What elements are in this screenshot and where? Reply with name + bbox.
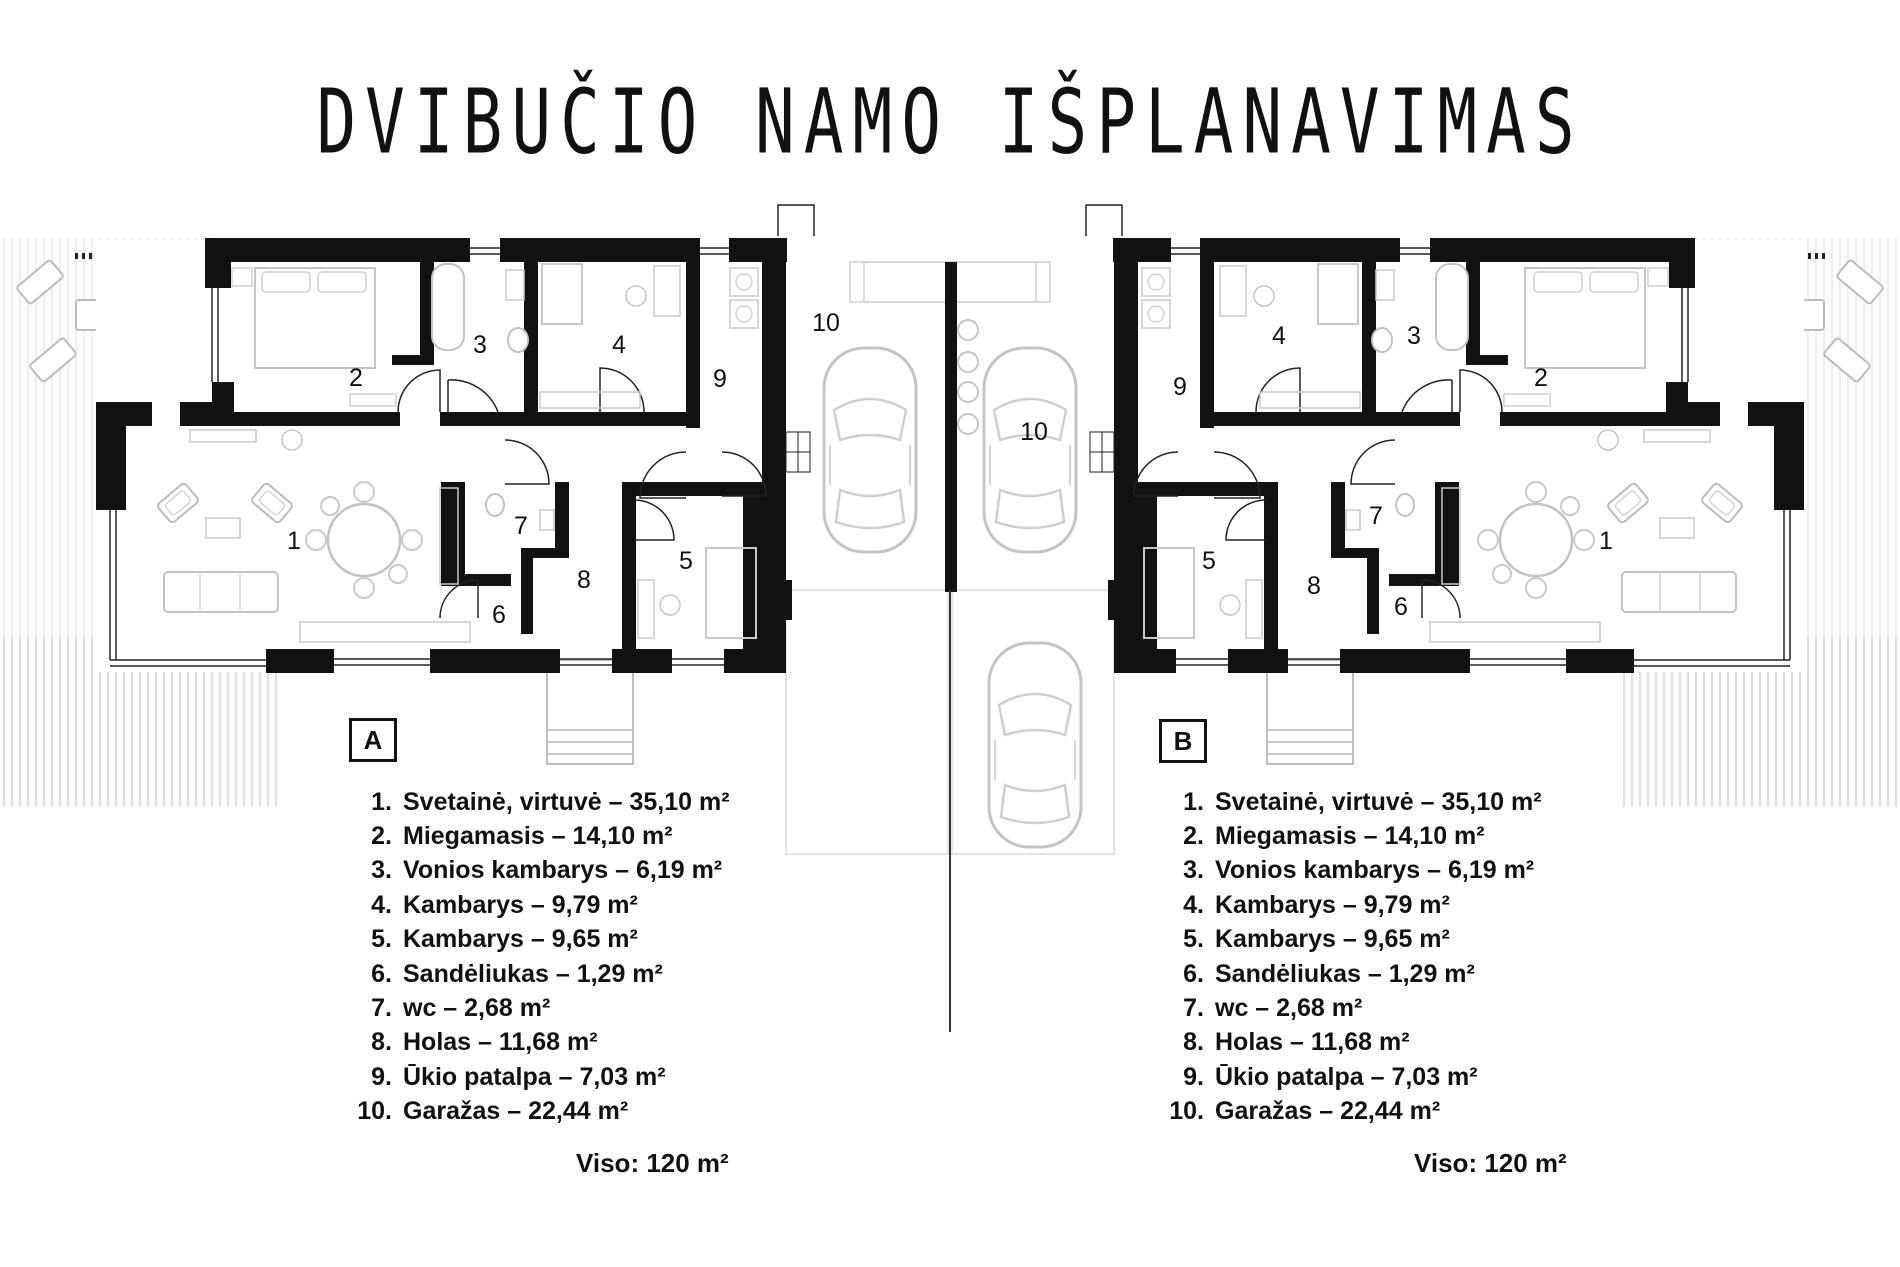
bicycle-icon [958, 320, 978, 434]
list-item [344, 923, 730, 957]
list-item-number: 1. [1183, 787, 1204, 816]
room-label-b-3: 3 [1407, 322, 1421, 350]
list-item [344, 1026, 730, 1060]
list-item [344, 1095, 730, 1129]
list-item [1156, 819, 1542, 853]
list-item-label: Svetainė, virtuvė – 35,10 m² [403, 787, 730, 816]
list-item-label: Garažas – 22,44 m² [403, 1097, 629, 1126]
room-label-b-6: 6 [1394, 593, 1408, 621]
list-item [1156, 923, 1542, 957]
room-label-a-2: 2 [349, 364, 363, 392]
room-label-a-7: 7 [514, 512, 528, 540]
room-label-a-3: 3 [473, 331, 487, 359]
unit-b-total: Viso: 120 m² [1414, 1148, 1567, 1178]
list-item [344, 1060, 730, 1094]
room-label-a-9: 9 [713, 365, 727, 393]
room-label-b-2: 2 [1534, 364, 1548, 392]
list-item-number: 4. [371, 890, 392, 919]
list-item-number: 8. [1183, 1028, 1204, 1057]
list-item-number: 1. [371, 787, 392, 816]
list-item-label: Garažas – 22,44 m² [1215, 1097, 1441, 1126]
list-item [1156, 957, 1542, 991]
list-item-label: Kambarys – 9,65 m² [403, 925, 638, 954]
list-item [344, 957, 730, 991]
list-item-number: 10. [357, 1097, 392, 1126]
list-item [1156, 785, 1542, 819]
room-label-a-5: 5 [679, 547, 693, 575]
list-item [344, 819, 730, 853]
list-item [1156, 991, 1542, 1025]
list-item-number: 8. [371, 1028, 392, 1057]
unit-b-badge: B [1159, 719, 1207, 763]
list-item-label: wc – 2,68 m² [403, 994, 551, 1023]
unit-b-room-list [1156, 785, 1542, 1129]
list-item [1156, 888, 1542, 922]
list-item [344, 854, 730, 888]
list-item-number: 3. [1183, 856, 1204, 885]
list-item-label: Kambarys – 9,79 m² [403, 890, 638, 919]
list-item [1156, 1060, 1542, 1094]
room-label-b-7: 7 [1369, 502, 1383, 530]
list-item [1156, 1026, 1542, 1060]
list-item-label: Vonios kambarys – 6,19 m² [403, 856, 723, 885]
list-item-label: Sandėliukas – 1,29 m² [1215, 959, 1475, 988]
list-item-label: Vonios kambarys – 6,19 m² [1215, 856, 1535, 885]
list-item-label: Sandėliukas – 1,29 m² [403, 959, 663, 988]
list-item-label: Miegamasis – 14,10 m² [1215, 822, 1485, 851]
room-label-a-1: 1 [287, 527, 301, 555]
room-label-b-9: 9 [1173, 373, 1187, 401]
plan-title: DVIBUČIO NAMO IŠPLANAVIMAS [316, 70, 1584, 174]
list-item-number: 10. [1169, 1097, 1204, 1126]
room-label-b-1: 1 [1599, 527, 1613, 555]
list-item-number: 3. [371, 856, 392, 885]
list-item-number: 7. [371, 994, 392, 1023]
list-item-label: Ūkio patalpa – 7,03 m² [403, 1062, 666, 1091]
list-item-label: Svetainė, virtuvė – 35,10 m² [1215, 787, 1542, 816]
room-label-b-5: 5 [1202, 547, 1216, 575]
car-icon [989, 643, 1081, 847]
list-item-number: 5. [1183, 925, 1204, 954]
list-item-label: Holas – 11,68 m² [403, 1028, 598, 1057]
unit-a-room-list [344, 785, 730, 1129]
list-item-number: 4. [1183, 890, 1204, 919]
list-item [1156, 1095, 1542, 1129]
list-item [344, 785, 730, 819]
list-item [344, 888, 730, 922]
list-item-label: Kambarys – 9,79 m² [1215, 890, 1450, 919]
list-item-number: 7. [1183, 994, 1204, 1023]
list-item-number: 9. [1183, 1062, 1204, 1091]
room-label-a-4: 4 [612, 331, 626, 359]
list-item-label: Holas – 11,68 m² [1215, 1028, 1410, 1057]
room-label-a-8: 8 [577, 566, 591, 594]
list-item [1156, 854, 1542, 888]
list-item [344, 991, 730, 1025]
list-item-number: 2. [371, 822, 392, 851]
list-item-number: 6. [1183, 959, 1204, 988]
list-item-number: 6. [371, 959, 392, 988]
unit-a-badge: A [349, 718, 397, 762]
list-item-number: 5. [371, 925, 392, 954]
unit-a-total: Viso: 120 m² [576, 1148, 729, 1178]
room-label-a-10: 10 [812, 309, 840, 337]
room-label-b-8: 8 [1307, 572, 1321, 600]
room-label-b-4: 4 [1272, 322, 1286, 350]
list-item-label: wc – 2,68 m² [1215, 994, 1363, 1023]
list-item-number: 2. [1183, 822, 1204, 851]
party-wall [945, 262, 957, 592]
list-item-label: Miegamasis – 14,10 m² [403, 822, 673, 851]
list-item-number: 9. [371, 1062, 392, 1091]
list-item-label: Ūkio patalpa – 7,03 m² [1215, 1062, 1478, 1091]
list-item-label: Kambarys – 9,65 m² [1215, 925, 1450, 954]
room-label-a-6: 6 [492, 601, 506, 629]
room-label-b-10: 10 [1020, 418, 1048, 446]
